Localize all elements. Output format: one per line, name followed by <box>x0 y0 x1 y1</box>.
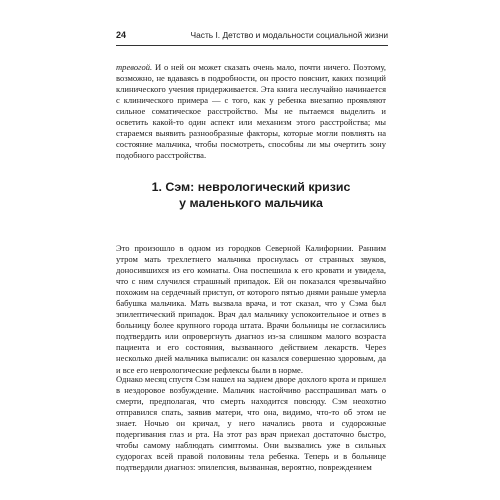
section-heading-line2: у маленького мальчика <box>179 195 323 210</box>
section-heading-line1: 1. Сэм: неврологический кризис <box>151 180 351 194</box>
section-heading <box>116 180 386 211</box>
paragraph-intro-text: И о ней он может сказать очень мало, почти ничего. Поэтому, возможно, не вдаваясь в подробности, он просто пояснит, каких позиций клинического учения придерживается. Эта книга неслучайно начинается с клинического примера — с того, как у ребенка внезапно проявляют сильное соматическое расстройство. Мы не пытаемся выделить и осветить какой-то один аспект или механизм этого расстройства; мы стараемся выявить разнообразные факторы, которые могли повлиять на состояние мальчика, чтобы посмотреть, способны ли мы очертить зону подобного расстройства. <box>116 62 386 161</box>
header-rule <box>116 45 388 46</box>
paragraph-month-later: Однако месяц спустя Сэм нашел на заднем дворе дохлого крота и пришел в нездоровое возбуждение. Мальчик настойчиво расспрашивал мать о смерти, предполагая, что смерть находится повсюду. Сэм неохотно отправился спать, заявив матери, что она, видимо, что-то об этом не знает. Ночью он кричал, у него начались рвота и судорожные подергивания глаз и рта. На этот раз врач приехал достаточно быстро, чтобы самому наблюдать симптомы. Они вызвались уже в сильных судорогах всей правой половины тела ребенка. Теперь и в больнице подтвердили диагноз: эпилепсия, вызванная, вероятно, повреждением <box>116 374 386 473</box>
running-head: Часть I. Детство и модальности социальной жизни <box>190 30 388 40</box>
paragraph-intro <box>116 62 386 161</box>
page-number: 24 <box>116 30 127 40</box>
page-header <box>116 30 388 44</box>
italic-lead-word: тревогой. <box>116 62 153 72</box>
paragraph-case: Это произошло в одном из городков Северной Калифорнии. Ранним утром мать трехлетнего мальчика проснулась от странных звуков, доносившихся из его комнаты. Она поспешила к его кровати и увидела, что с ним случился страшный припадок. Ей он показался чрезвычайно похожим на сердечный приступ, от которого пятью днями раньше умерла бабушка мальчика. Мать вызвала врача, и тот сказал, что у Сэма был эпилептический припадок. Врач дал мальчику успокоительное и отвез в больницу более крупного города штата. Врачи больницы не согласились подтвердить или опровергнуть диагноз из-за слишком малого возраста пациента и его состояния, вызванного действием лекарств. Через несколько дней мальчика выписали: он казался совершенно здоровым, да и все его неврологические рефлексы были в норме. <box>116 243 386 375</box>
